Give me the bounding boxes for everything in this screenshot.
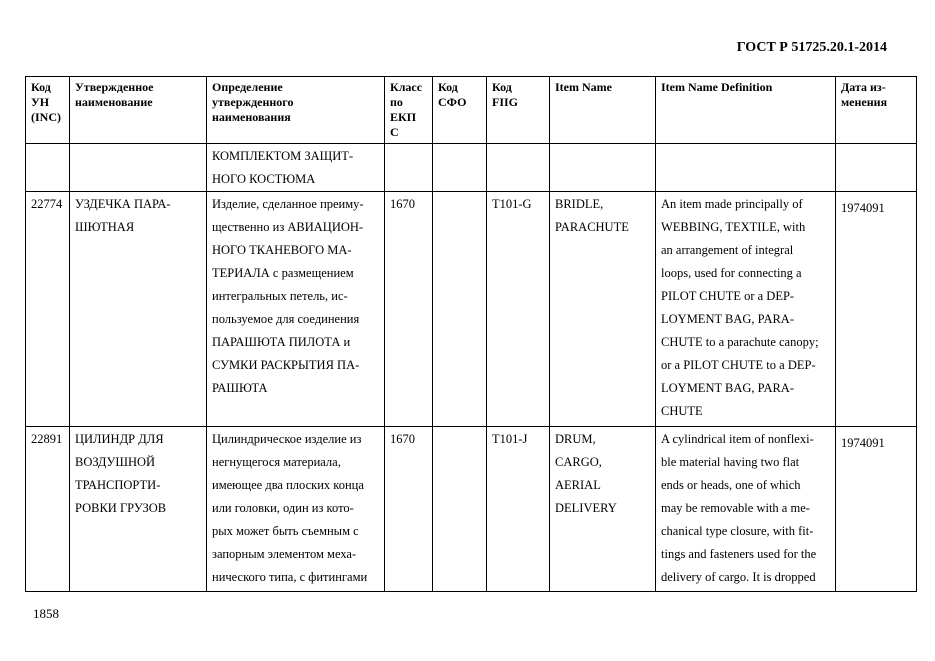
- cell-code: [26, 144, 70, 192]
- header-code-sfo: [433, 77, 487, 144]
- cell-change-date: 1974091: [836, 192, 917, 427]
- text-line: ШЮТНАЯ: [75, 220, 135, 234]
- text-line: ЦИЛИНДР ДЛЯ: [75, 432, 164, 446]
- cell-class: [385, 144, 433, 192]
- catalog-table: [25, 76, 917, 592]
- header-code-un: [26, 77, 70, 144]
- cell-definition: [207, 427, 385, 592]
- text-line: нического типа, с фитингами: [212, 570, 368, 584]
- cell-sfo: [433, 192, 487, 427]
- text-line: Код: [438, 80, 458, 94]
- text-line: РОВКИ ГРУЗОВ: [75, 501, 167, 515]
- cell-definition: [207, 144, 385, 192]
- text-line: НОГО ТКАНЕВОГО МА-: [212, 243, 352, 257]
- text-line: имеющее два плоских конца: [212, 478, 364, 492]
- text-line: DRUM,: [555, 432, 596, 446]
- text-line: Item Name: [555, 80, 612, 94]
- text-line: утвержденного: [212, 95, 294, 109]
- text-line: УЗДЕЧКА ПАРА-: [75, 197, 171, 211]
- table-row: [26, 427, 917, 592]
- text-line: AERIAL: [555, 478, 601, 492]
- table-row: [26, 144, 917, 192]
- cell-sfo: [433, 427, 487, 592]
- text-line: CHUTE: [661, 404, 703, 418]
- text-line: ВОЗДУШНОЙ: [75, 455, 156, 469]
- cell-code: 22774: [26, 192, 70, 427]
- text-line: СУМКИ РАСКРЫТИЯ ПА-: [212, 358, 360, 372]
- text-line: PILOT CHUTE or a DEP-: [661, 289, 795, 303]
- text-line: an arrangement of integral: [661, 243, 794, 257]
- header-approved-name: [70, 77, 207, 144]
- text-line: Цилиндрическое изделие из: [212, 432, 362, 446]
- text-line: РАШЮТА: [212, 381, 268, 395]
- text-line: Дата из-: [841, 80, 886, 94]
- text-line: delivery of cargo. It is dropped: [661, 570, 816, 584]
- text-line: менения: [841, 95, 888, 109]
- text-line: УН: [31, 95, 50, 109]
- cell-fiig: T101-J: [487, 427, 550, 592]
- text-line: DELIVERY: [555, 501, 617, 515]
- text-line: Утвержденное: [75, 80, 154, 94]
- text-line: интегральных петель, ис-: [212, 289, 348, 303]
- text-line: Код: [492, 80, 512, 94]
- text-line: С: [390, 125, 399, 139]
- text-line: пользуемое для соединения: [212, 312, 360, 326]
- text-line: по: [390, 95, 403, 109]
- text-line: BRIDLE,: [555, 197, 604, 211]
- text-line: наименования: [212, 110, 291, 124]
- text-line: Изделие, сделанное преиму-: [212, 197, 364, 211]
- text-line: негнущегося материала,: [212, 455, 341, 469]
- table-header-row: [26, 77, 917, 144]
- text-line: or a PILOT CHUTE to a DEP-: [661, 358, 816, 372]
- text-line: Класс: [390, 80, 423, 94]
- text-line: ТРАНСПОРТИ-: [75, 478, 161, 492]
- cell-item-name: [550, 144, 656, 192]
- cell-item-name: [550, 427, 656, 592]
- header-item-name-definition: [656, 77, 836, 144]
- text-line: chanical type closure, with fit-: [661, 524, 814, 538]
- text-line: Код: [31, 80, 51, 94]
- header-class-ekps: [385, 77, 433, 144]
- text-line: СФО: [438, 95, 467, 109]
- text-line: ТЕРИАЛА с размещением: [212, 266, 354, 280]
- text-line: ЕКП: [390, 110, 417, 124]
- cell-fiig: T101-G: [487, 192, 550, 427]
- text-line: или головки, один из кото-: [212, 501, 354, 515]
- text-line: ПАРАШЮТА ПИЛОТА и: [212, 335, 351, 349]
- text-line: рых может быть съемным с: [212, 524, 359, 538]
- standard-designation: ГОСТ Р 51725.20.1-2014: [736, 40, 887, 55]
- page-number: 1858: [33, 606, 59, 621]
- cell-change-date: [836, 144, 917, 192]
- header-code-fiig: [487, 77, 550, 144]
- cell-name: [70, 427, 207, 592]
- text-line: A cylindrical item of nonflexi-: [661, 432, 814, 446]
- text-line: PARACHUTE: [555, 220, 629, 234]
- cell-item-definition: [656, 144, 836, 192]
- cell-item-name: [550, 192, 656, 427]
- cell-fiig: [487, 144, 550, 192]
- table-row: [26, 192, 917, 427]
- cell-item-definition: [656, 192, 836, 427]
- header-definition: [207, 77, 385, 144]
- text-line: ble material having two flat: [661, 455, 800, 469]
- text-line: (INC): [31, 110, 61, 124]
- text-line: КОМПЛЕКТОМ ЗАЩИТ-: [212, 149, 354, 163]
- header-change-date: [836, 77, 917, 144]
- text-line: CHUTE to a parachute canopy;: [661, 335, 819, 349]
- text-line: НОГО КОСТЮМА: [212, 172, 316, 186]
- text-line: ends or heads, one of which: [661, 478, 801, 492]
- cell-item-definition: [656, 427, 836, 592]
- text-line: loops, used for connecting a: [661, 266, 802, 280]
- cell-change-date: 1974091: [836, 427, 917, 592]
- cell-class: 1670: [385, 427, 433, 592]
- text-line: LOYMENT BAG, PARA-: [661, 312, 795, 326]
- text-line: may be removable with a me-: [661, 501, 810, 515]
- header-item-name: [550, 77, 656, 144]
- text-line: наименование: [75, 95, 153, 109]
- cell-definition: [207, 192, 385, 427]
- cell-sfo: [433, 144, 487, 192]
- text-line: WEBBING, TEXTILE, with: [661, 220, 806, 234]
- text-line: LOYMENT BAG, PARA-: [661, 381, 795, 395]
- cell-code: 22891: [26, 427, 70, 592]
- text-line: tings and fasteners used for the: [661, 547, 817, 561]
- text-line: Определение: [212, 80, 283, 94]
- text-line: Item Name Definition: [661, 80, 773, 94]
- cell-name: [70, 144, 207, 192]
- text-line: CARGO,: [555, 455, 602, 469]
- text-line: FIIG: [492, 95, 519, 109]
- cell-class: 1670: [385, 192, 433, 427]
- cell-name: [70, 192, 207, 427]
- text-line: An item made principally of: [661, 197, 803, 211]
- text-line: щественно из АВИАЦИОН-: [212, 220, 364, 234]
- text-line: запорным элементом меха-: [212, 547, 357, 561]
